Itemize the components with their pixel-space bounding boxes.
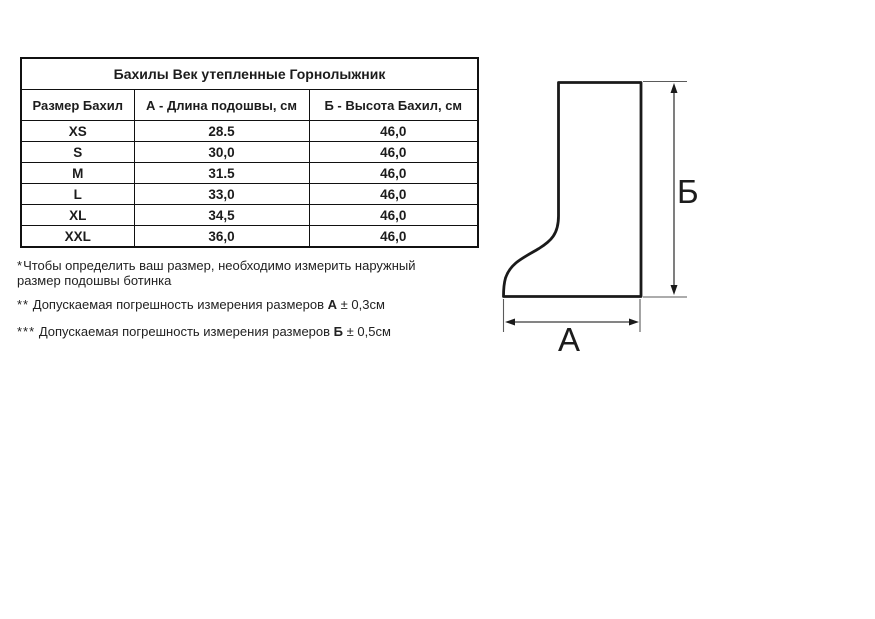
col-header-size: Размер Бахил [21, 90, 134, 121]
arrow-up-icon [671, 83, 678, 93]
size-cell: L [21, 184, 134, 205]
size-cell: S [21, 142, 134, 163]
arrow-right-icon [629, 319, 639, 326]
size-cell: XXL [21, 226, 134, 248]
table-title: Бахилы Век утепленные Горнолыжник [21, 58, 478, 90]
length-cell: 36,0 [134, 226, 309, 248]
length-cell: 31.5 [134, 163, 309, 184]
height-cell: 46,0 [309, 205, 478, 226]
arrow-down-icon [671, 285, 678, 295]
height-cell: 46,0 [309, 184, 478, 205]
footnote-text: Чтобы определить ваш размер, необходимо измерить наружный размер подошвы ботинка [17, 258, 416, 288]
footnote-tolerance-value: ± 0,3см [340, 297, 385, 312]
length-cell: 30,0 [134, 142, 309, 163]
height-cell: 46,0 [309, 163, 478, 184]
footnote-dim-letter: Б [333, 324, 344, 339]
dim-label-width: А [558, 321, 581, 358]
arrow-left-icon [505, 319, 515, 326]
height-cell: 46,0 [309, 142, 478, 163]
dim-label-height: Б [677, 173, 699, 210]
col-header-height: Б - Высота Бахил, см [309, 90, 478, 121]
size-cell: XL [21, 205, 134, 226]
length-cell: 34,5 [134, 205, 309, 226]
footnote-tolerance-value: ± 0,5см [346, 324, 391, 339]
boot-outline-shape [504, 83, 642, 297]
height-cell: 46,0 [309, 226, 478, 248]
length-cell: 33,0 [134, 184, 309, 205]
length-cell: 28.5 [134, 121, 309, 142]
footnote-text: Допускаемая погрешность измерения размеров [32, 297, 324, 312]
footnote-marker: * [17, 258, 24, 273]
footnote-dim-letter: А [327, 297, 337, 312]
size-cell: XS [21, 121, 134, 142]
footnote-marker: *** [17, 324, 36, 339]
footnote-marker: ** [17, 297, 30, 312]
height-cell: 46,0 [309, 121, 478, 142]
footnote-text: Допускаемая погрешность измерения размеров [38, 324, 331, 339]
col-header-length: А - Длина подошвы, см [134, 90, 309, 121]
size-cell: M [21, 163, 134, 184]
